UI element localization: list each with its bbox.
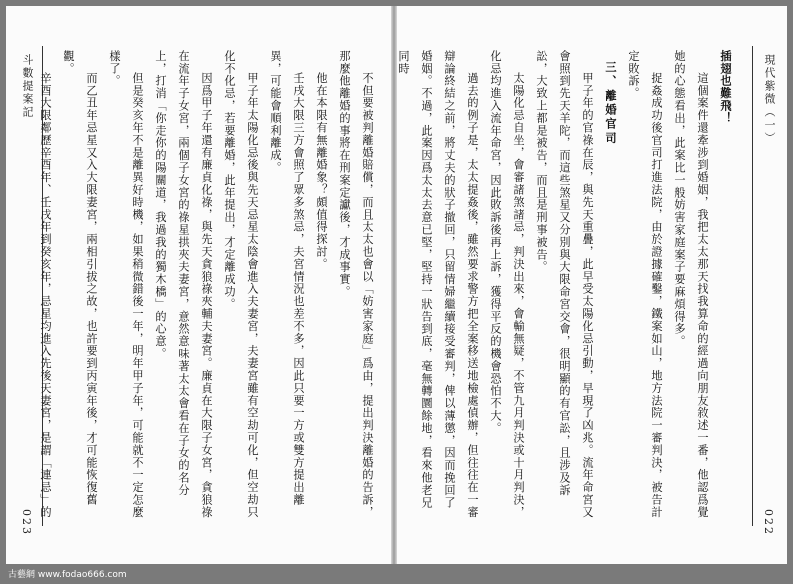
paragraph: 甲子年的官祿在辰，與先天重疊，此早受太陽化忌引動，早現了凶兆。流年命宮又會照到先天羊陀，而這些煞星又分別與大限命宮交會，很明顯的有官訟，且涉及訴訟，大致上都是被告，而且是刑事被告。 bbox=[535, 50, 594, 519]
paragraph: 捉姦成功後官司打進法院，由於證據確鑿，鐵案如山，地方法院一審判決，被告計定敗訴。 bbox=[627, 50, 663, 519]
paragraph: 因爲甲子年還有廉貞化祿，與先天貪狼祿夾輔夫妻宮。廉貞在大限子女宮，貪狼祿在流年子女宮，兩個子女宮的祿星拱夾夫妻宮，意然意味著太太會看在子女的名分上，打消「你走你的陽關道，我過我的獨木橋」的心意。 bbox=[154, 50, 213, 519]
paragraph: 甲子年太陽化忌後與先天忌星太陰會進入夫妻宮，夫妻宮雖有空劫可化，但空劫只化不化忌，若要離婚，此年提出，才定離成功。 bbox=[223, 50, 259, 519]
paragraph: 而乙丑年忌星又入大限妻宮，兩相引拔之故，也許要到丙寅年後，才可能恢復舊觀。 bbox=[62, 50, 98, 507]
right-page bbox=[397, 6, 787, 564]
right-page-number: 022 bbox=[762, 509, 775, 536]
left-page bbox=[6, 6, 391, 564]
paragraph: 壬戌大限三方會照了眾多煞忌，夫宮情況也差不多，因此只要一方或雙方提出離異，可能會順利離成。 bbox=[269, 50, 305, 507]
paragraph: 不但要被判離婚賠償，而且太太也會以「妨害家庭」爲由，提出判決離婚的告訴，那麼他離婚的事將在刑案定讞後，才成事實。 bbox=[338, 50, 374, 519]
left-page-number: 023 bbox=[20, 509, 33, 536]
left-body-text bbox=[39, 50, 379, 520]
book-spread bbox=[6, 6, 787, 564]
paragraph: 這個案件還牽涉到婚姻，我把太太那天找我算命的經過向朋友敘述一番，他認爲覺她的心態看出，此案比一般妨害家庭案子要麻煩得多。 bbox=[673, 50, 709, 519]
left-running-title: 斗數提案記 bbox=[21, 54, 34, 119]
paragraph-heading: 插翅也難飛！ bbox=[719, 50, 733, 125]
site-watermark: 古藝網 www.fodao666.com bbox=[8, 570, 127, 580]
section-heading: 三、離婚官司 bbox=[604, 61, 618, 147]
right-header-rule bbox=[752, 46, 753, 526]
paragraph: 但是癸亥年不是離異好時機，如果稍微錯後一年，明年甲子年，可能就不一定怎麼樣了。 bbox=[108, 50, 144, 519]
paragraph: 辛酉大限鄰歷辛酉年、壬戌年到癸亥年，忌星均進入先後天妻宮，是謂「連忌」的 bbox=[39, 72, 52, 519]
paragraph: 他在本限有無離婚象？頗值得探討。 bbox=[315, 72, 328, 271]
paragraph: 過去的例子是，太太提姦後，雖然要求警方把全案移送地檢處偵辦，但往往在一審辯論終結之前，將丈夫的狀子撤回，只留情婦繼續接受審判，俾以薄懲，因而挽回了婚姻。不過，此案因爲太太去意已堅，堅持一狀告到底，毫無轉圜餘地，看來他老兄同時 bbox=[397, 50, 479, 519]
right-body-text bbox=[397, 50, 737, 520]
paragraph: 太陽化忌自坐，會審諸煞諸忌，判決出來，會輸無疑，不管九月判決或十月判決，化忌均進入流年命宮，因此敗訴後再上訴，獲得平反的機會恐怕不大。 bbox=[489, 50, 525, 519]
right-running-title: 現代紫微（一） bbox=[763, 54, 776, 145]
